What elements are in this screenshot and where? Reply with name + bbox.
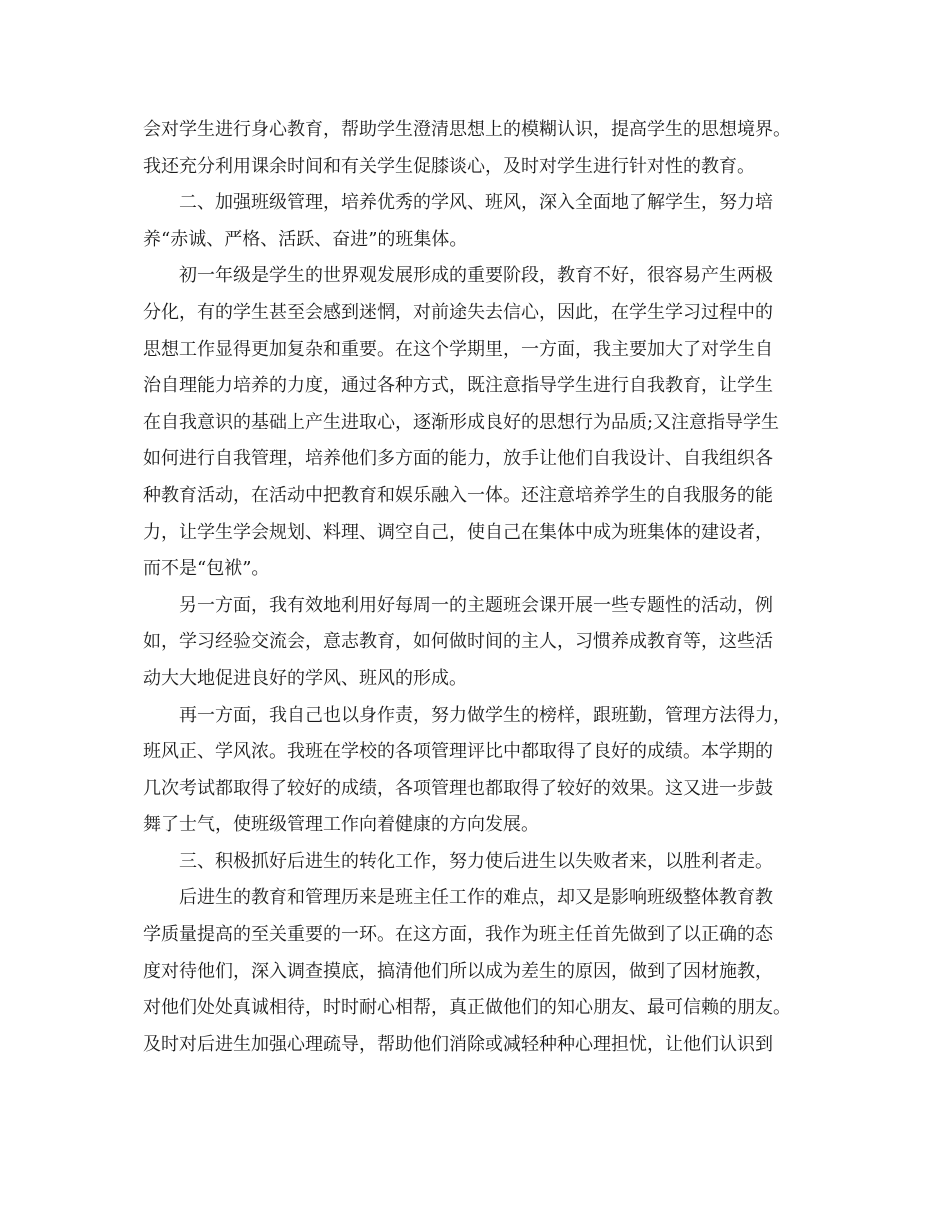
paragraph — [143, 258, 807, 587]
text-line: 而不是“包袱”。 — [143, 558, 270, 580]
text-line: 及时对后进生加强心理疏导，帮助他们消除或减轻种种心理担忧，让他们认识到 — [143, 1033, 773, 1055]
document-body — [143, 112, 807, 1063]
text-line: 养“赤诚、严格、活跃、奋进”的班集体。 — [143, 228, 468, 250]
text-line: 几次考试都取得了较好的成绩，各项管理也都取得了较好的效果。这又进一步鼓 — [143, 777, 773, 799]
text-line: 班风正、学风浓。我班在学校的各项管理评比中都取得了良好的成绩。本学期的 — [143, 741, 773, 763]
text-line: 会对学生进行身心教育，帮助学生澄清思想上的模糊认识，提高学生的思想境界。 — [143, 119, 791, 140]
text-line: 学质量提高的至关重要的一环。在这方面，我作为班主任首先做到了以正确的态 — [143, 924, 773, 946]
text-line: 分化，有的学生甚至会感到迷惘，对前途失去信心，因此，在学生学习过程中的 — [143, 301, 773, 323]
text-line: 初一年级是学生的世界观发展形成的重要阶段，教育不好，很容易产生两极 — [179, 265, 773, 287]
text-line: 度对待他们，深入调查摸底，搞清他们所以成为差生的原因，做到了因材施教， — [143, 960, 773, 982]
paragraph — [143, 880, 807, 1063]
text-line: 在自我意识的基础上产生进取心，逐渐形成良好的思想行为品质;又注意指导学生 — [143, 411, 780, 433]
paragraph — [143, 112, 807, 185]
text-line: 对他们处处真诚相待，时时耐心相帮，真正做他们的知心朋友、最可信赖的朋友。 — [143, 997, 791, 1019]
text-line: 思想工作显得更加复杂和重要。在这个学期里，一方面，我主要加大了对学生自 — [143, 338, 773, 360]
text-line: 如何进行自我管理，培养他们多方面的能力，放手让他们自我设计、自我组织各 — [143, 448, 773, 470]
text-line: 后进生的教育和管理历来是班主任工作的难点，却又是影响班级整体教育教 — [179, 887, 773, 909]
text-line: 另一方面，我有效地利用好每周一的主题班会课开展一些专题性的活动，例 — [179, 594, 773, 616]
text-line: 治自理能力培养的力度，通过各种方式，既注意指导学生进行自我教育，让学生 — [143, 375, 773, 397]
text-line: 我还充分利用课余时间和有关学生促膝谈心，及时对学生进行针对性的教育。 — [143, 155, 755, 177]
text-line: 舞了士气，使班级管理工作向着健康的方向发展。 — [143, 814, 539, 836]
text-line: 再一方面，我自己也以身作责，努力做学生的榜样，跟班勤，管理方法得力， — [179, 704, 791, 726]
section-heading — [143, 185, 807, 258]
text-line: 动大大地促进良好的学风、班风的形成。 — [143, 667, 467, 689]
text-line: 三、积极抓好后进生的转化工作，努力使后进生以失败者来，以胜利者走。 — [179, 850, 773, 872]
paragraph — [143, 588, 807, 698]
text-line: 种教育活动，在活动中把教育和娱乐融入一体。还注意培养学生的自我服务的能 — [143, 484, 773, 506]
text-line: 如，学习经验交流会，意志教育，如何做时间的主人，习惯养成教育等，这些活 — [143, 631, 773, 653]
text-line: 力，让学生学会规划、料理、调空自己，使自己在集体中成为班集体的建设者， — [143, 521, 773, 543]
section-heading — [143, 844, 807, 881]
text-line: 二、加强班级管理，培养优秀的学风、班风，深入全面地了解学生，努力培 — [179, 192, 773, 214]
paragraph — [143, 698, 807, 844]
